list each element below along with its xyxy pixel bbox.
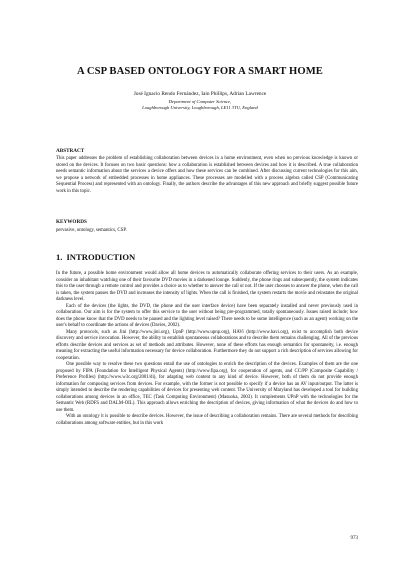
abstract-text: This paper addresses the problem of establishing collaboration between devices in a home environment, even when no previous knowledge is known or stored on the devices. It focuses on two basic questions: how a collaboration is established between devices and how it is described. A true collaboration needs semantic information about the services a device offers and how these services can be combined. After discussing current technologies for this aim, we propose a network of embedded processes in home appliances. These processes are modelled with a process algebra called CSP (Communicating Sequential Process) and represented with an ontology. Finally, the authors describe the advantages of this new approach and briefly suggest possible future work in this topic. (56, 156, 358, 194)
body-paragraph-5: With an ontology it is possible to describe devices. However, the issue of describing a collaboration remains. There are several methods for describing collaborations among software entities, but in this work (56, 414, 358, 426)
body-paragraph-2: Each of the devices (the lights, the DVD, the phone and the user interface device) have been separately installed and never previously used in collaboration. Our aim is for the system to offer this service to the user without being pre-programmed, totally spontaneously. Issues raised include; how does the phone know that the DVD needs to be paused and the lighting level raised? There needs to be some intelligence (such as an agent) working on the user's behalf to coordinate the actions of devices (Davies, 2002). (56, 303, 358, 328)
affiliation (0, 99, 400, 111)
keywords-heading: KEYWORDS (56, 219, 87, 225)
introduction-body (56, 271, 358, 427)
section-number: 1. (56, 252, 63, 262)
affiliation-department: Department of Computer Science, (168, 99, 232, 104)
author-list: José Ignacio Rendo Fernández, Iain Phillips, Adrian Lawrence (133, 91, 267, 97)
section-title: INTRODUCTION (66, 252, 136, 262)
abstract-heading: ABSTRACT (56, 148, 85, 154)
body-paragraph-1: In the future, a possible home environment would allow all home devices to automatically collaborate offering services to their users. As an example, consider an inhabitant watching one of their favourite DVD movies in a darkened lounge. Suddenly, the phone rings and subsequently, the system indicates this to the user through a remote control and provides a choice as to whether to answer the call or not. If the user chooses to answer the phone, when the call is taken, the system pauses the DVD and increases the intensity of lights. When the call is finished, the system restarts the movie and reinstates the original darkness level. (56, 271, 358, 302)
paper-title: A CSP BASED ONTOLOGY FOR A SMART HOME (77, 66, 323, 77)
page-number: 973 (350, 536, 358, 541)
keywords-text: pervasive, ontology, semantics, CSP. (56, 228, 127, 233)
affiliation-address: Loughborough University, Loughborough, LE11 3TU, England (142, 105, 258, 110)
section-heading-introduction (56, 252, 135, 262)
body-paragraph-4: One possible way to resolve these two questions entail the use of ontologies to enrich the description of the devices. Examples of them are the one proposed by FIPA (Foundation for Intelligent Physical Agents) (http://www.fipa.org), for cooperation of agents, and CC/PP (Composite Capability / Preference Profiles) (http://www.w3c.org/2001/di), for adapting web content to any kind of device. However, both of them do not provide enough information for composing services from devices. For example, with the former is not possible to specify if a device has an AV input/output. The latter is simply intended to describe the rendering capabilities of devices for presenting web content. The University of Maryland has developed a tool for building collaborations among devices in an office, TEC (Task Computing Environment) (Masuoka, 2003). It complements UPnP with the technologies for the Semantic Web (RDFS and DALM-OIL). This approach allows enriching the description of devices, giving information of what the devices do and how to use them. (56, 362, 358, 413)
body-paragraph-3: Many protocols, such as Jini (http://www.jini.org), UpnP (http://www.upnp.org), HAVi (http://www.havi.org), exist to accomplish both device discovery and service invocation. However, the ability to establish spontaneous collaborations and to describe them remains challenging. All of the previous efforts describe devices and services as set of methods and attributes. However, none of these efforts has enough semantics for spontaneity, i.e. enough meaning for extracting the useful information necessary for device collaboration. Furthermore they do not support a rich description of services allowing for cooperation. (56, 329, 358, 361)
